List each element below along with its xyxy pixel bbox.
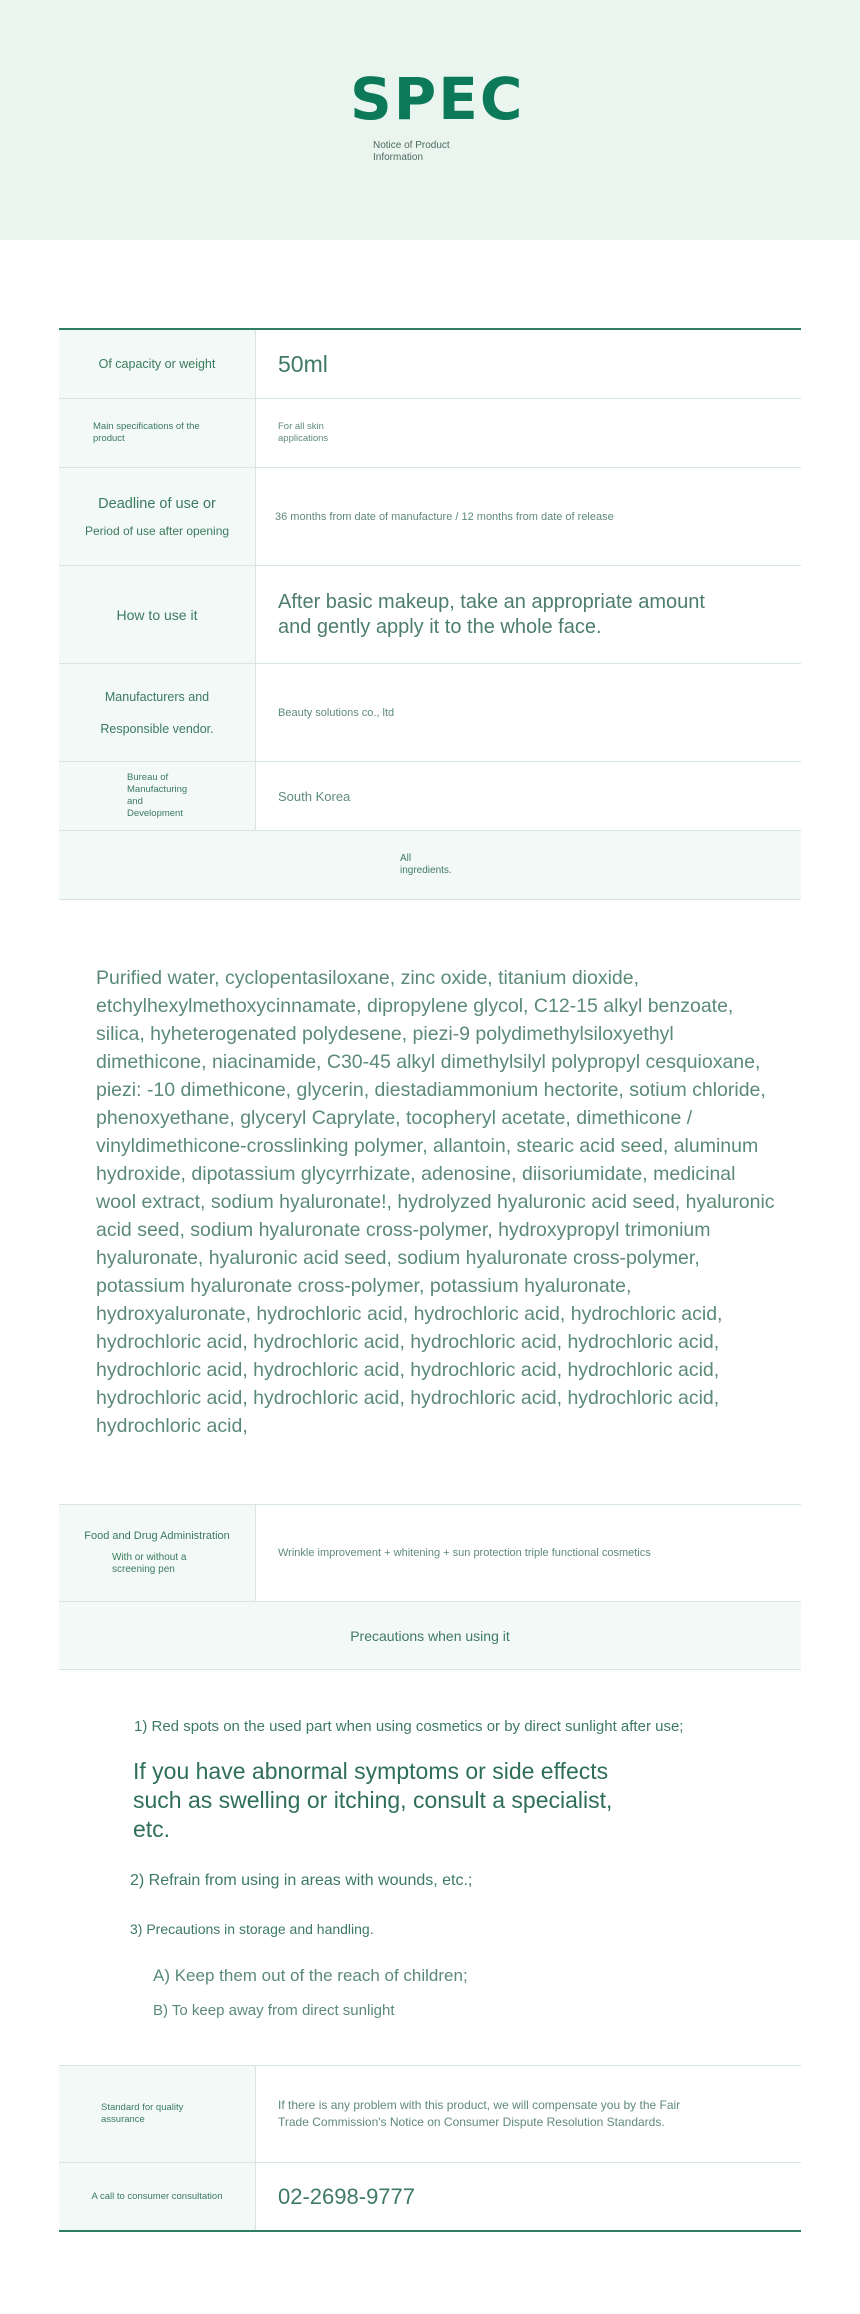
- spec-table: [59, 328, 801, 900]
- fda-table: [59, 1504, 801, 1670]
- row-label-secondary: Responsible vendor.: [100, 721, 214, 736]
- row-label: Of capacity or weight: [59, 330, 256, 398]
- precautions-list: [130, 1718, 773, 2019]
- table-row: [59, 1602, 801, 1670]
- table-row: [59, 831, 801, 900]
- row-value: For all skin applications: [278, 421, 329, 444]
- row-label: Manufacturers and: [104, 689, 210, 704]
- precaution-note: If you have abnormal symptoms or side effects such as swelling or itching, consult a specialist, etc.: [133, 1758, 613, 1842]
- precaution-item: 2) Refrain from using in areas with wounds, etc.;: [130, 1872, 473, 1889]
- ingredients-header: All ingredients.: [400, 853, 452, 876]
- header-banner: [0, 0, 860, 240]
- table-row: [59, 468, 801, 566]
- phone-number: 02-2698-9777: [278, 2183, 416, 2209]
- table-row: [59, 762, 801, 831]
- table-row: [59, 664, 801, 762]
- row-value: South Korea: [278, 788, 351, 804]
- row-label: Food and Drug Administration: [84, 1530, 230, 1542]
- row-value: Wrinkle improvement + whitening + sun protection triple functional cosmetics: [278, 1547, 651, 1559]
- row-label-secondary: Period of use after opening: [84, 523, 230, 538]
- brand-logo: SPEC: [350, 65, 525, 133]
- row-label: Standard for quality assurance: [101, 2102, 184, 2125]
- row-label: A call to consumer consultation: [59, 2163, 256, 2230]
- precaution-item: 3) Precautions in storage and handling.: [130, 1921, 374, 1937]
- precaution-item: 1) Red spots on the used part when using cosmetics or by direct sunlight after use;: [134, 1718, 684, 1735]
- header-subtitle: Notice of Product Information: [373, 140, 450, 163]
- table-row: [59, 399, 801, 468]
- table-row: [59, 1505, 801, 1602]
- row-label: Bureau of Manufacturing and Development: [127, 772, 188, 819]
- footer-table: [59, 2065, 801, 2232]
- row-value: After basic makeup, take an appropriate amount and gently apply it to the whole face.: [278, 590, 705, 638]
- precautions-title: Precautions when using it: [59, 1602, 801, 1669]
- table-row: [59, 566, 801, 664]
- row-value: 36 months from date of manufacture / 12 months from date of release: [275, 510, 614, 523]
- row-label: Deadline of use or: [98, 495, 216, 512]
- row-value: If there is any problem with this product, we will compensate you by the Fair Trade Commission's Notice on Consumer Dispute Resolution Standards.: [278, 2098, 681, 2129]
- row-label: Main specifications of the product: [59, 399, 256, 467]
- row-value: Beauty solutions co., ltd: [278, 706, 395, 719]
- table-row: [59, 2066, 801, 2163]
- table-row: [59, 2163, 801, 2230]
- row-value: 50ml: [278, 350, 328, 377]
- table-row: [59, 330, 801, 399]
- precaution-subitem: A) Keep them out of the reach of children;: [153, 1966, 468, 1985]
- precaution-subitem: B) To keep away from direct sunlight: [153, 2002, 395, 2019]
- row-label: How to use it: [59, 566, 256, 663]
- ingredients-text: Purified water, cyclopentasiloxane, zinc oxide, titanium dioxide, etchylhexylmethoxycinnamate, dipropylene glycol, C12-15 alkyl benzoate, silica, hyheterogenated polydesene, piezi-9 polydimethylsiloxyethyl dimethicone, niacinamide, C30-45 alkyl dimethylsilyl polypropyl cesquioxane, piezi: -10 dimethicone, glycerin, diestadiammonium hectorite, sotium chloride, phenoxyethane, glyceryl Caprylate, tocopheryl acetate, dimethicone / vinyldimethicone-crosslinking polymer, allantoin, stearic acid seed, aluminum hydroxide, dipotassium glycyrrhizate, adenosine, diisoriumidate, medicinal wool extract, sodium hyaluronate!, hydrolyzed hyaluronic acid seed, hyaluronic acid seed, sodium hyaluronate cross-polymer, hydroxypropyl trimonium hyaluronate, hyaluronic acid seed, sodium hyaluronate cross-polymer, potassium hyaluronate cross-polymer, potassium hyaluronate, hydroxyaluronate, hydrochloric acid, hydrochloric acid, hydrochloric acid, hydrochloric acid, hydrochloric acid, hydrochloric acid, hydrochloric acid, hydrochloric acid, hydrochloric acid, hydrochloric acid, hydrochloric acid, hydrochloric acid, hydrochloric acid, hydrochloric acid, hydrochloric acid, hydrochloric acid,: [96, 967, 775, 1437]
- row-label-secondary: With or without a screening pen: [112, 1552, 187, 1575]
